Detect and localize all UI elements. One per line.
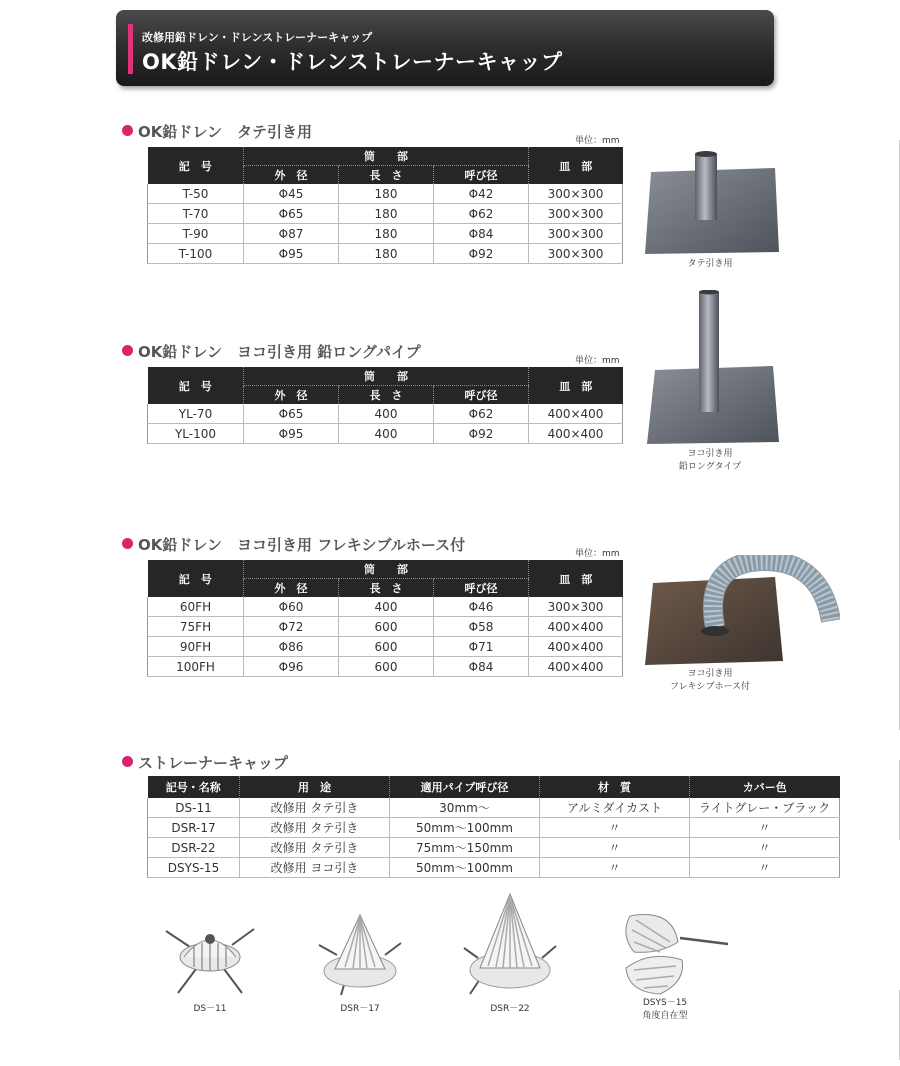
header-outer-diameter: 外 径 xyxy=(244,386,339,405)
table-cell: DSR-22 xyxy=(148,838,240,858)
table-row xyxy=(148,637,623,657)
table-cell: Φ84 xyxy=(434,224,529,244)
product-caption-dsr22: DSR－22 xyxy=(490,1004,530,1014)
table-cell: Φ65 xyxy=(244,204,339,224)
table-cell: Φ87 xyxy=(244,224,339,244)
table-cell: T-70 xyxy=(148,204,244,224)
table-cell: 50mm～100mm xyxy=(390,818,540,838)
table-cell: Φ60 xyxy=(244,597,339,617)
title-banner xyxy=(116,10,774,86)
strainer-header-cell: 記号・名称 xyxy=(148,776,240,798)
header-outer-diameter: 外 径 xyxy=(244,579,339,598)
table-cell: 75mm～150mm xyxy=(390,838,540,858)
header-row xyxy=(148,776,840,798)
header-plate: 皿 部 xyxy=(529,560,623,597)
table-cell: 〃 xyxy=(690,838,840,858)
table-cell: 300×300 xyxy=(529,204,623,224)
table-row xyxy=(148,838,840,858)
table-cell: 180 xyxy=(339,224,434,244)
photo-caption-yoko-flex: ヨコ引き用 フレキシブホース付 xyxy=(669,669,751,692)
table-row xyxy=(148,184,623,204)
table-cell: 〃 xyxy=(690,818,840,838)
table-cell: Φ46 xyxy=(434,597,529,617)
table-cell: 300×300 xyxy=(529,184,623,204)
photo-caption-tate: タテ引き用 xyxy=(687,259,733,269)
table-row xyxy=(148,224,623,244)
header-tube: 筒 部 xyxy=(244,367,529,386)
header-row xyxy=(148,367,623,386)
table-cell: Φ72 xyxy=(244,617,339,637)
strainer-header-cell: 用 途 xyxy=(240,776,390,798)
table-cell: 30mm～ xyxy=(390,798,540,818)
table-cell: 〃 xyxy=(540,858,690,878)
table-cell: 300×300 xyxy=(529,597,623,617)
table-row xyxy=(148,404,623,424)
table-cell: T-50 xyxy=(148,184,244,204)
table-cell: 600 xyxy=(339,637,434,657)
table-row xyxy=(148,657,623,677)
table-cell: 60FH xyxy=(148,597,244,617)
table-cell: 400×400 xyxy=(529,424,623,444)
table-cell: 180 xyxy=(339,184,434,204)
header-code: 記 号 xyxy=(148,367,244,404)
table-row xyxy=(148,818,840,838)
bullet-icon xyxy=(122,125,133,136)
dsr17-photo xyxy=(315,905,405,1001)
header-code: 記 号 xyxy=(148,560,244,597)
table-cell: Φ62 xyxy=(434,204,529,224)
table-cell: ライトグレー・ブラック xyxy=(690,798,840,818)
table-row xyxy=(148,597,623,617)
section-title-tate: OK鉛ドレン タテ引き用 xyxy=(122,121,312,142)
table-row xyxy=(148,798,840,818)
unit-label: 単位：mm xyxy=(575,356,620,366)
strainer-header-cell: カバー色 xyxy=(690,776,840,798)
table-cell: Φ71 xyxy=(434,637,529,657)
table-cell: 〃 xyxy=(540,818,690,838)
table-row xyxy=(148,617,623,637)
header-nominal: 呼び径 xyxy=(434,579,529,598)
table-cell: Φ92 xyxy=(434,244,529,264)
strainer-header-cell: 適用パイプ呼び径 xyxy=(390,776,540,798)
table-cell: YL-70 xyxy=(148,404,244,424)
table-cell: 300×300 xyxy=(529,224,623,244)
bullet-icon xyxy=(122,756,133,767)
table-cell: DSYS-15 xyxy=(148,858,240,878)
table-cell: DSR-17 xyxy=(148,818,240,838)
header-tube: 筒 部 xyxy=(244,147,529,166)
table-cell: Φ96 xyxy=(244,657,339,677)
table-cell: T-100 xyxy=(148,244,244,264)
table-cell: Φ62 xyxy=(434,404,529,424)
header-plate: 皿 部 xyxy=(529,147,623,184)
banner-title: OK鉛ドレン・ドレンストレーナーキャップ xyxy=(142,50,563,74)
table-cell: Φ45 xyxy=(244,184,339,204)
spec-table-yoko-long xyxy=(147,367,623,444)
table-cell: 改修用 タテ引き xyxy=(240,838,390,858)
spec-table-yoko-flex xyxy=(147,560,623,677)
table-cell: Φ95 xyxy=(244,244,339,264)
table-cell: 75FH xyxy=(148,617,244,637)
table-cell: Φ92 xyxy=(434,424,529,444)
table-cell: 改修用 ヨコ引き xyxy=(240,858,390,878)
table-cell: 400×400 xyxy=(529,637,623,657)
header-nominal: 呼び径 xyxy=(434,386,529,405)
table-cell: Φ58 xyxy=(434,617,529,637)
table-row xyxy=(148,858,840,878)
header-length: 長 さ xyxy=(339,166,434,185)
header-length: 長 さ xyxy=(339,386,434,405)
header-row xyxy=(148,560,623,579)
table-cell: 400 xyxy=(339,424,434,444)
dsr22-photo xyxy=(462,888,558,1000)
bullet-icon xyxy=(122,345,133,356)
header-code: 記 号 xyxy=(148,147,244,184)
header-outer-diameter: 外 径 xyxy=(244,166,339,185)
table-cell: 90FH xyxy=(148,637,244,657)
unit-label: 単位：mm xyxy=(575,136,620,146)
table-cell: 300×300 xyxy=(529,244,623,264)
table-cell: YL-100 xyxy=(148,424,244,444)
table-cell: 50mm～100mm xyxy=(390,858,540,878)
table-cell: 180 xyxy=(339,244,434,264)
header-plate: 皿 部 xyxy=(529,367,623,404)
section-title-yoko-flex: OK鉛ドレン ヨコ引き用 フレキシブルホース付 xyxy=(122,534,465,555)
header-nominal: 呼び径 xyxy=(434,166,529,185)
table-cell: 400×400 xyxy=(529,657,623,677)
table-cell: Φ86 xyxy=(244,637,339,657)
spec-table-tate xyxy=(147,147,623,264)
table-cell: 180 xyxy=(339,204,434,224)
accent-bar xyxy=(128,24,133,74)
header-length: 長 さ xyxy=(339,579,434,598)
table-cell: Φ84 xyxy=(434,657,529,677)
bullet-icon xyxy=(122,538,133,549)
table-cell: 600 xyxy=(339,617,434,637)
table-cell: 〃 xyxy=(540,838,690,858)
dsys15-photo xyxy=(620,908,730,996)
table-cell: 〃 xyxy=(690,858,840,878)
strainer-table xyxy=(147,776,840,878)
table-cell: DS-11 xyxy=(148,798,240,818)
table-row xyxy=(148,424,623,444)
table-cell: Φ65 xyxy=(244,404,339,424)
table-cell: 600 xyxy=(339,657,434,677)
table-cell: T-90 xyxy=(148,224,244,244)
table-cell: 400×400 xyxy=(529,404,623,424)
banner-subtitle: 改修用鉛ドレン・ドレンストレーナーキャップ xyxy=(142,31,373,44)
header-tube: 筒 部 xyxy=(244,560,529,579)
photo-caption-yoko-long: ヨコ引き用 鉛ロングタイプ xyxy=(678,449,742,472)
ds11-photo xyxy=(160,905,260,1001)
yoko-long-drain-photo xyxy=(645,290,780,445)
table-cell: 400×400 xyxy=(529,617,623,637)
table-cell: 100FH xyxy=(148,657,244,677)
table-cell: 改修用 タテ引き xyxy=(240,798,390,818)
table-row xyxy=(148,204,623,224)
table-cell: 400 xyxy=(339,404,434,424)
table-cell: Φ95 xyxy=(244,424,339,444)
product-caption-dsr17: DSR－17 xyxy=(340,1004,380,1014)
strainer-header-cell: 材 質 xyxy=(540,776,690,798)
table-cell: アルミダイカスト xyxy=(540,798,690,818)
section-title-yoko-long: OK鉛ドレン ヨコ引き用 鉛ロングパイプ xyxy=(122,341,421,362)
yoko-flex-drain-photo xyxy=(645,555,840,667)
product-caption-ds11: DS－11 xyxy=(193,1004,227,1014)
header-row xyxy=(148,147,623,166)
table-row xyxy=(148,244,623,264)
table-cell: Φ42 xyxy=(434,184,529,204)
table-cell: 400 xyxy=(339,597,434,617)
section-title-strainer: ストレーナーキャップ xyxy=(122,752,288,773)
table-cell: 改修用 タテ引き xyxy=(240,818,390,838)
tate-drain-photo xyxy=(645,148,780,256)
unit-label: 単位：mm xyxy=(575,549,620,559)
product-caption-dsys15: DSYS－15 角度自在型 xyxy=(642,998,688,1021)
